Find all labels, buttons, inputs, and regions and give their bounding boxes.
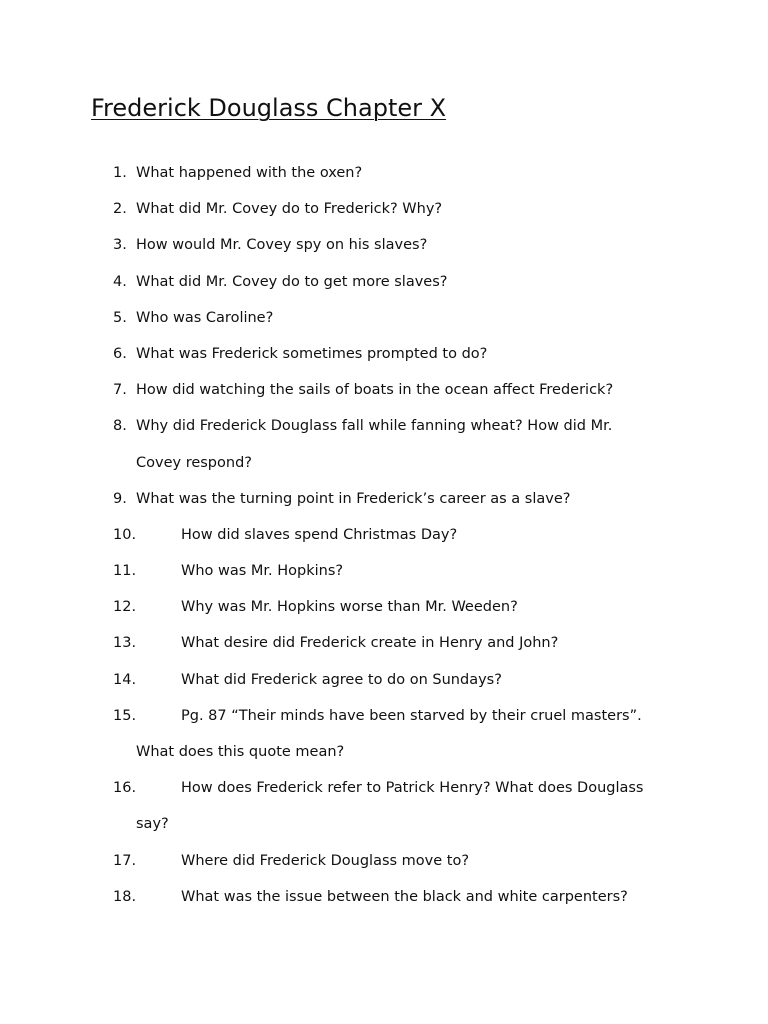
question-item <box>0 377 768 413</box>
question-item <box>0 196 768 232</box>
question-number: 3. <box>113 237 127 254</box>
question-line <box>0 884 768 920</box>
question-item <box>0 522 768 558</box>
question-number: 4. <box>113 273 127 290</box>
question-item <box>0 558 768 594</box>
question-line <box>0 305 768 341</box>
question-text: How did slaves spend Christmas Day? <box>181 526 458 543</box>
question-number: 18. <box>113 888 137 905</box>
question-line <box>0 196 768 232</box>
question-text: Pg. 87 “Their minds have been starved by their cruel masters”. <box>181 707 642 724</box>
question-item <box>0 848 768 884</box>
question-text: How did watching the sails of boats in the ocean affect Frederick? <box>136 382 614 399</box>
question-item <box>0 630 768 666</box>
question-text: Why was Mr. Hopkins worse than Mr. Weeden? <box>181 599 518 616</box>
question-line <box>0 848 768 884</box>
question-number: 5. <box>113 309 127 326</box>
question-number: 11. <box>113 563 137 580</box>
question-number: 9. <box>113 490 127 507</box>
question-item <box>0 594 768 630</box>
question-number: 17. <box>113 852 137 869</box>
question-line <box>0 522 768 558</box>
question-line <box>0 160 768 196</box>
question-number: 1. <box>113 165 127 181</box>
question-line <box>0 232 768 268</box>
question-line <box>0 703 768 739</box>
question-text: say? <box>136 816 169 833</box>
question-continuation-line <box>0 811 768 847</box>
question-line <box>0 377 768 413</box>
question-number: 14. <box>113 671 137 688</box>
question-text: How would Mr. Covey spy on his slaves? <box>136 237 428 254</box>
question-text: What was the turning point in Frederick’s career as a slave? <box>136 490 571 507</box>
question-text: Where did Frederick Douglass move to? <box>181 852 470 869</box>
question-number: 8. <box>113 418 127 435</box>
question-text: Who was Mr. Hopkins? <box>181 563 344 580</box>
question-line <box>0 667 768 703</box>
question-number: 6. <box>113 345 127 362</box>
question-number: 7. <box>113 382 127 399</box>
question-item <box>0 703 768 775</box>
question-text: Who was Caroline? <box>136 309 274 326</box>
question-line <box>0 413 768 449</box>
question-item <box>0 305 768 341</box>
question-item <box>0 269 768 305</box>
question-number: 12. <box>113 599 137 616</box>
question-continuation-line <box>0 450 768 486</box>
question-text: Covey respond? <box>136 454 252 471</box>
page-title: Frederick Douglass Chapter X <box>91 94 447 122</box>
question-item <box>0 160 768 196</box>
question-line <box>0 341 768 377</box>
question-item <box>0 775 768 847</box>
question-line <box>0 630 768 666</box>
question-item <box>0 341 768 377</box>
question-line <box>0 594 768 630</box>
question-line <box>0 486 768 522</box>
question-list <box>0 160 768 920</box>
question-text: What was the issue between the black and white carpenters? <box>181 888 628 905</box>
question-text: How does Frederick refer to Patrick Henry? What does Douglass <box>181 780 644 797</box>
question-text: What did Mr. Covey do to Frederick? Why? <box>136 201 443 218</box>
question-text: What happened with the oxen? <box>136 165 363 181</box>
question-item <box>0 413 768 485</box>
question-number: 13. <box>113 635 137 652</box>
question-number: 10. <box>113 526 137 543</box>
question-text: What did Frederick agree to do on Sundays? <box>181 671 502 688</box>
question-item <box>0 486 768 522</box>
question-text: What does this quote mean? <box>136 744 345 760</box>
question-continuation-line <box>0 739 768 775</box>
question-text: Why did Frederick Douglass fall while fanning wheat? How did Mr. <box>136 418 613 435</box>
question-number: 16. <box>113 780 137 797</box>
question-number: 15. <box>113 707 137 724</box>
question-number: 2. <box>113 201 127 218</box>
question-line <box>0 558 768 594</box>
question-item <box>0 884 768 920</box>
question-text: What did Mr. Covey do to get more slaves? <box>136 273 448 290</box>
question-text: What was Frederick sometimes prompted to do? <box>136 345 488 362</box>
question-line <box>0 269 768 305</box>
question-item <box>0 667 768 703</box>
question-item <box>0 232 768 268</box>
question-line <box>0 775 768 811</box>
question-text: What desire did Frederick create in Henry and John? <box>181 635 559 652</box>
